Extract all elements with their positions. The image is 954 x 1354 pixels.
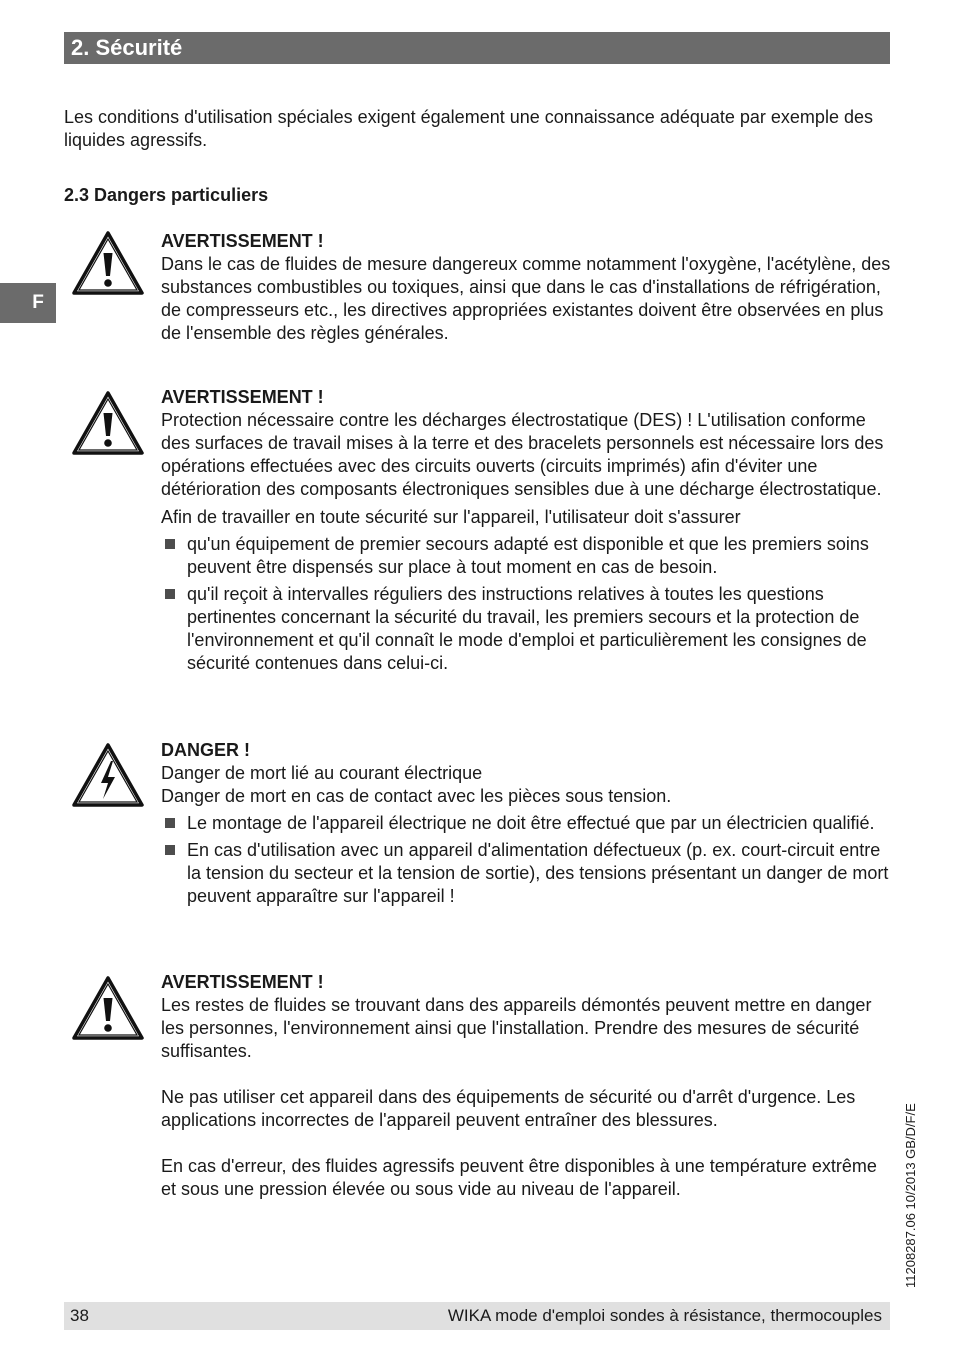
intro-paragraph: Les conditions d'utilisation spéciales exigent également une connaissance adéquate par exemple des liquides agressifs. [64, 107, 873, 150]
bullet-list [161, 533, 893, 675]
danger-text: Danger de mort en cas de contact avec les pièces sous tension. [161, 786, 672, 806]
warning-text: Afin de travailler en toute sécurité sur l'appareil, l'utilisateur doit s'assurer [161, 507, 741, 527]
warning-text: En cas d'erreur, des fluides agressifs peuvent être disponibles à une température extrême et sous une pression élevée ou sous vide au niveau de l'appareil. [161, 1156, 877, 1199]
warning-block-2 [161, 386, 893, 675]
warning-text: Les restes de fluides se trouvant dans des appareils démontés peuvent mettre en danger les personnes, l'environnement ainsi que l'installation. Prendre des mesures de sécurité suffisantes. [161, 995, 872, 1061]
list-item-text: Le montage de l'appareil électrique ne doit être effectué que par un électricien qualifié. [187, 813, 875, 833]
list-item [161, 583, 893, 675]
warning-text: Ne pas utiliser cet appareil dans des équipements de sécurité ou d'arrêt d'urgence. Les applications incorrectes de l'appareil peuvent entraîner des blessures. [161, 1087, 856, 1130]
list-item [161, 533, 893, 579]
danger-text: Danger de mort lié au courant électrique [161, 763, 483, 783]
list-item-text: qu'un équipement de premier secours adapté est disponible et que les premiers soins peuvent être dispensés sur place à tout moment en cas de besoin. [187, 534, 869, 577]
footer-title: WIKA mode d'emploi sondes à résistance, thermocouples [447, 1306, 882, 1325]
list-item-text: En cas d'utilisation avec un appareil d'alimentation défectueux (p. ex. court-circuit entre la tension du secteur et la tension de sortie), des tensions présentant un danger de mort peuvent apparaître sur l'appareil ! [187, 840, 889, 906]
bullet-list [161, 812, 893, 908]
electric-shock-warning-icon [70, 741, 146, 809]
exclamation-warning-icon [70, 229, 146, 297]
warning-block-4 [161, 971, 893, 1201]
page-number: 38 [70, 1306, 89, 1325]
section-title: 2. Sécurité [64, 32, 890, 64]
document-code: 11208287.06 10/2013 GB/D/F/E [903, 1103, 918, 1288]
list-item [161, 812, 893, 835]
page-footer [64, 1302, 890, 1330]
warning-text: Dans le cas de fluides de mesure dangereux comme notamment l'oxygène, l'acétylène, des substances combustibles ou toxiques, ainsi que dans le cas d'installations de réfrigération, de compresseurs etc., les directives appropriées existantes doivent être observées en plus de l'ensemble des règles générales. [161, 254, 891, 343]
warning-label: AVERTISSEMENT ! [161, 231, 324, 251]
warning-text: Protection nécessaire contre les décharges électrostatique (DES) ! L'utilisation conforme des surfaces de travail mises à la terre et des bracelets personnels est nécessaire lors des opérations effectuées avec des circuits ouverts (circuits imprimés) afin d'éviter une détérioration des composants électroniques sensibles due à une décharge électrostatique. [161, 410, 884, 499]
warning-label: AVERTISSEMENT ! [161, 972, 324, 992]
list-item-text: qu'il reçoit à intervalles réguliers des instructions relatives à toutes les questions pertinentes concernant la sécurité du travail, les premiers secours et la protection de l'environnement et qu'il connaît le mode d'emploi et particulièrement les consignes de sécurité contenues dans celui-ci. [187, 584, 867, 673]
danger-label: DANGER ! [161, 740, 250, 760]
exclamation-warning-icon [70, 974, 146, 1042]
warning-label: AVERTISSEMENT ! [161, 387, 324, 407]
bullet-square-icon [165, 539, 175, 549]
warning-block-1 [161, 230, 893, 345]
list-item [161, 839, 893, 908]
bullet-square-icon [165, 589, 175, 599]
danger-block [161, 739, 893, 908]
bullet-square-icon [165, 818, 175, 828]
exclamation-warning-icon [70, 389, 146, 457]
bullet-square-icon [165, 845, 175, 855]
language-tab: F [0, 283, 56, 323]
subsection-title: 2.3 Dangers particuliers [64, 185, 269, 205]
